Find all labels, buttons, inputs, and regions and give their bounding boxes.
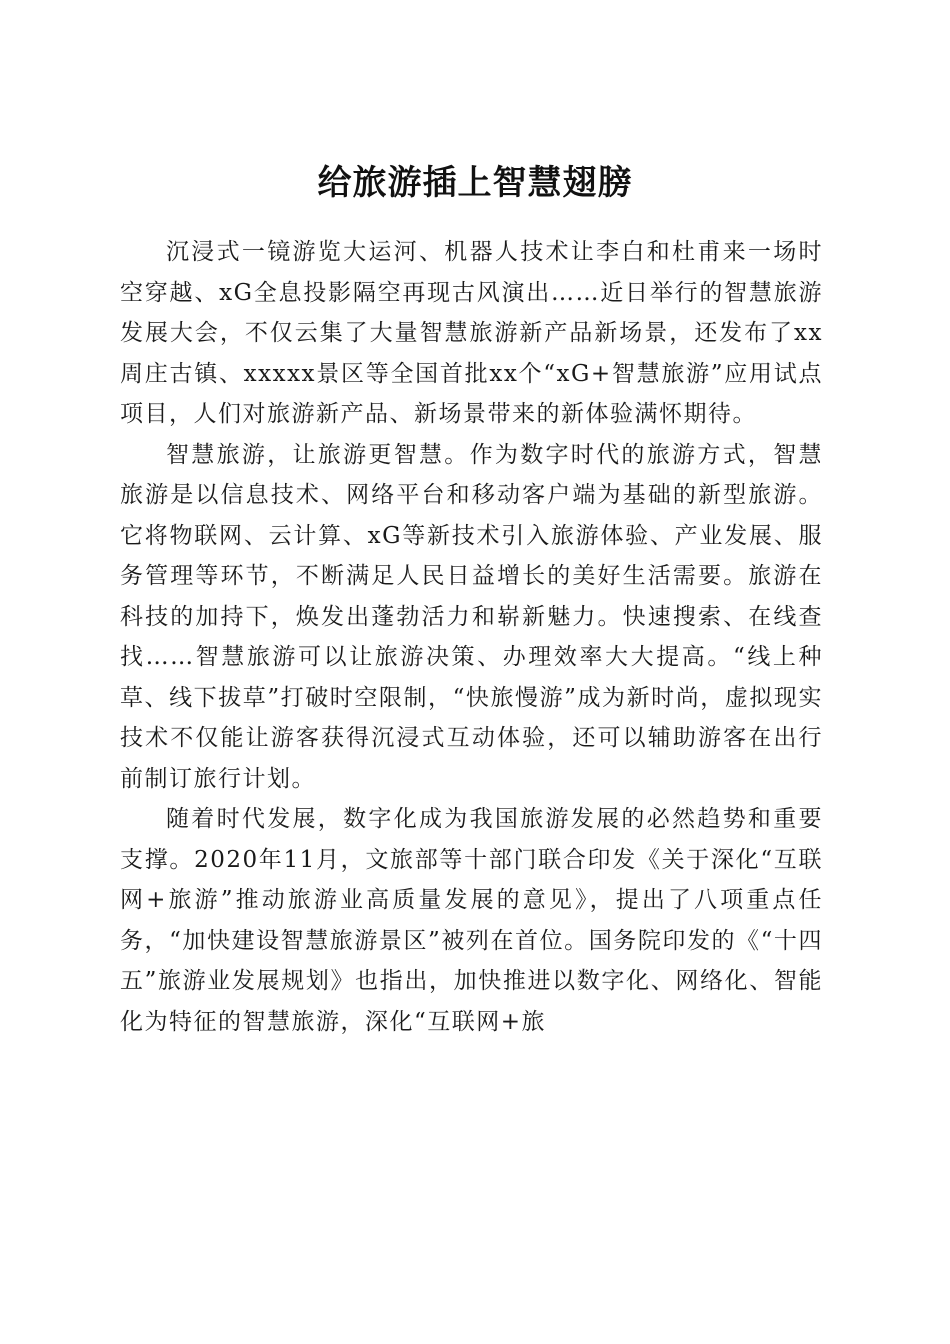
paragraph: 随着时代发展，数字化成为我国旅游发展的必然趋势和重要支撑。2020年11月，文旅部等十部门联合印发《关于深化“互联网+旅游”推动旅游业高质量发展的意见》，提出了八项重点任务，“加快建设智慧旅游景区”被列在首位。国务院印发的《“十四五”旅游业发展规划》也指出，加快推进以数字化、网络化、智能化为特征的智慧旅游，深化“互联网+旅 <box>120 806 823 1035</box>
paragraph: 沉浸式一镜游览大运河、机器人技术让李白和杜甫来一场时空穿越、xG全息投影隔空再现古风演出……近日举行的智慧旅游发展大会，不仅云集了大量智慧旅游新产品新场景，还发布了xx周庄古镇、xxxxx景区等全国首批xx个“xG+智慧旅游”应用试点项目，人们对旅游新产品、新场景带来的新体验满怀期待。 <box>120 239 823 427</box>
article-body <box>120 232 823 1042</box>
paragraph: 智慧旅游，让旅游更智慧。作为数字时代的旅游方式，智慧旅游是以信息技术、网络平台和移动客户端为基础的新型旅游。它将物联网、云计算、xG等新技术引入旅游体验、产业发展、服务管理等环节，不断满足人民日益增长的美好生活需要。旅游在科技的加持下，焕发出蓬勃活力和崭新魅力。快速搜索、在线查找……智慧旅游可以让旅游决策、办理效率大大提高。“线上种草、线下拔草”打破时空限制，“快旅慢游”成为新时尚，虚拟现实技术不仅能让游客获得沉浸式互动体验，还可以辅助游客在出行前制订旅行计划。 <box>120 441 823 792</box>
page-title: 给旅游插上智慧翅膀 <box>317 162 633 203</box>
